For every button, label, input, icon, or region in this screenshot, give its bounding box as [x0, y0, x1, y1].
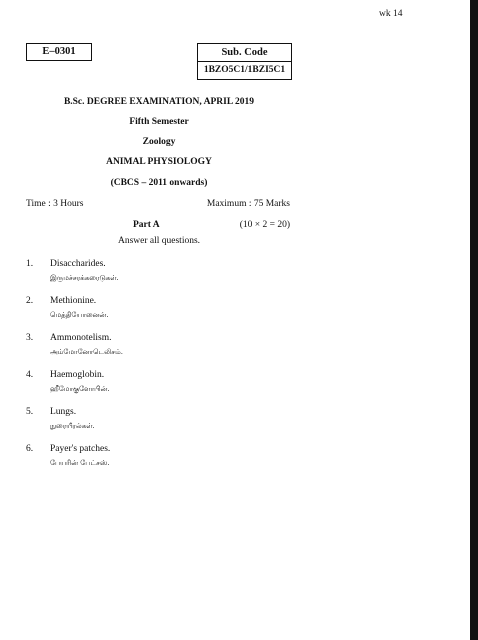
question-english: Payer's patches. [50, 444, 111, 454]
paper-title: ANIMAL PHYSIOLOGY [106, 157, 212, 167]
question-number: 4. [26, 370, 34, 380]
subject: Zoology [142, 137, 176, 147]
question-english: Lungs. [50, 407, 77, 417]
question-english: Disaccharides. [50, 259, 106, 269]
question-number: 2. [26, 296, 34, 306]
question-tamil: மெத்தியோனைன். [50, 311, 109, 319]
part-a-title: Part A [133, 220, 160, 230]
semester: Fifth Semester [129, 117, 189, 127]
page-tag: wk 14 [379, 9, 403, 19]
exam-title: B.Sc. DEGREE EXAMINATION, APRIL 2019 [63, 97, 255, 107]
question-tamil: பேயரின் பேட்சஸ். [50, 459, 110, 467]
question-number: 5. [26, 407, 34, 417]
part-a-marks: (10 × 2 = 20) [239, 220, 290, 230]
paper-code-box: E–0301 [26, 43, 92, 61]
time-marks-row [26, 199, 290, 209]
question-english: Ammonotelism. [50, 333, 112, 343]
scheme: (CBCS – 2011 onwards) [110, 178, 208, 188]
question-tamil: அம்மோனோடெலிசம். [50, 348, 123, 356]
question-number: 1. [26, 259, 34, 269]
page-right-edge [470, 0, 478, 640]
subject-code-value: 1BZO5C1/1BZI5C1 [203, 65, 286, 75]
question-tamil: நுரையீரல்கள். [50, 422, 95, 430]
question-english: Haemoglobin. [50, 370, 105, 380]
maximum-marks: Maximum : 75 Marks [206, 199, 290, 209]
question-english: Methionine. [50, 296, 97, 306]
question-tamil: ஹீமோகுளோபின். [50, 385, 110, 393]
question-number: 6. [26, 444, 34, 454]
subject-code-box [197, 43, 292, 80]
part-a-instruction: Answer all questions. [117, 236, 201, 246]
time-allowed: Time : 3 Hours [26, 199, 84, 209]
question-number: 3. [26, 333, 34, 343]
subject-code-label: Sub. Code [198, 44, 291, 62]
question-tamil: இருமச்சரக்கரைடுகள். [50, 274, 119, 282]
